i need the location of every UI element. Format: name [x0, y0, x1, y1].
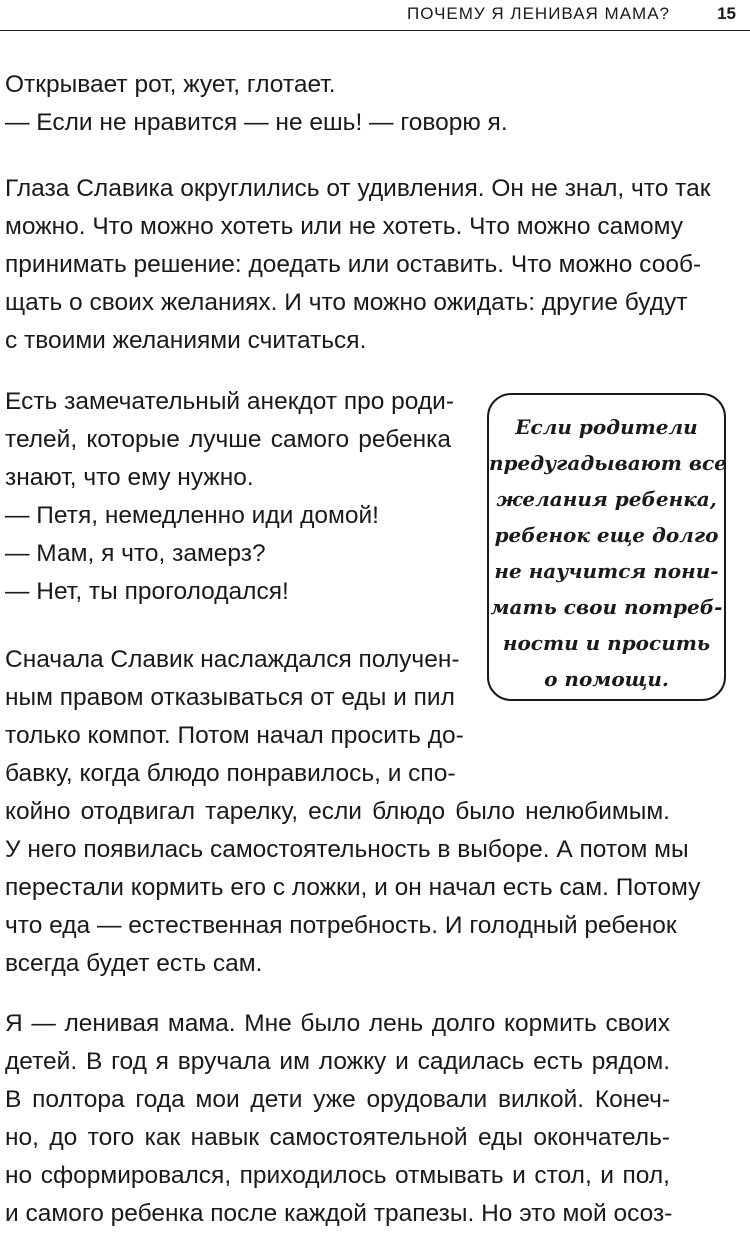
text-line: У него появилась самостоятельность в выборе. А потом мы: [5, 836, 689, 863]
text-line: Открывает рот, жует, глотает.: [5, 71, 336, 98]
page-header: [0, 0, 750, 40]
text-line: знают, что ему нужно.: [5, 464, 254, 491]
text-line: и самого ребенка после каждой трапезы. Но это мой осоз-: [5, 1200, 673, 1227]
text-line: с твоими желаниями считаться.: [5, 327, 367, 354]
text-line: — Мам, я что, замерз?: [5, 540, 266, 567]
callout-line: желания ребенка,: [496, 487, 717, 511]
callout-line: ребенок еще долго: [494, 523, 719, 547]
text-line: всегда будет есть сам.: [5, 950, 263, 977]
callout-line: предугадывают все: [489, 451, 727, 475]
page-number: 15: [717, 4, 736, 23]
text-line: детей. В год я вручала им ложку и садилась есть рядом.: [5, 1048, 670, 1075]
text-line: Я — ленивая мама. Мне было лень долго кормить своих: [5, 1010, 670, 1037]
header-rule: [0, 30, 750, 31]
callout-line: мать свои потреб-: [490, 595, 723, 619]
text-line: бавку, когда блюдо понравилось, и спо-: [5, 760, 456, 787]
text-line: можно. Что можно хотеть или не хотеть. Что можно самому: [5, 213, 684, 240]
text-line: — Петя, немедленно иди домой!: [5, 502, 379, 529]
text-line: только компот. Потом начал просить до-: [5, 722, 464, 749]
text-line: ным правом отказываться от еды и пил: [5, 684, 455, 711]
running-title: ПОЧЕМУ Я ЛЕНИВАЯ МАМА?: [407, 4, 670, 23]
text-line: — Нет, ты проголодался!: [5, 578, 289, 605]
text-line: но, до того как навык самостоятельной еды окончатель-: [5, 1124, 670, 1151]
text-line: принимать решение: доедать или оставить. Что можно сооб-: [5, 251, 702, 278]
text-line: Есть замечательный анекдот про роди-: [5, 388, 455, 415]
text-line: койно отодвигал тарелку, если блюдо было нелюбимым.: [5, 798, 670, 825]
text-line: что еда — естественная потребность. И голодный ребенок: [5, 912, 677, 939]
text-line: телей, которые лучше самого ребенка: [5, 426, 451, 453]
text-line: — Если не нравится — не ешь! — говорю я.: [5, 109, 508, 136]
text-line: щать о своих желаниях. И что можно ожидать: другие будут: [5, 289, 688, 316]
callout-box: [487, 393, 726, 701]
text-line: В полтора года мои дети уже орудовали вилкой. Конеч-: [5, 1086, 670, 1113]
text-line: но сформировался, приходилось отмывать и стол, и пол,: [5, 1162, 670, 1189]
text-line: перестали кормить его с ложки, и он начал есть сам. Потому: [5, 874, 701, 901]
text-line: Сначала Славик наслаждался получен-: [5, 646, 460, 673]
callout-line: Если родители: [515, 415, 698, 439]
text-line: Глаза Славика округлились от удивления. Он не знал, что так: [5, 175, 711, 202]
callout-line: не научится пони-: [494, 559, 719, 583]
callout-line: о помощи.: [544, 667, 669, 691]
callout-line: ности и просить: [502, 631, 711, 655]
